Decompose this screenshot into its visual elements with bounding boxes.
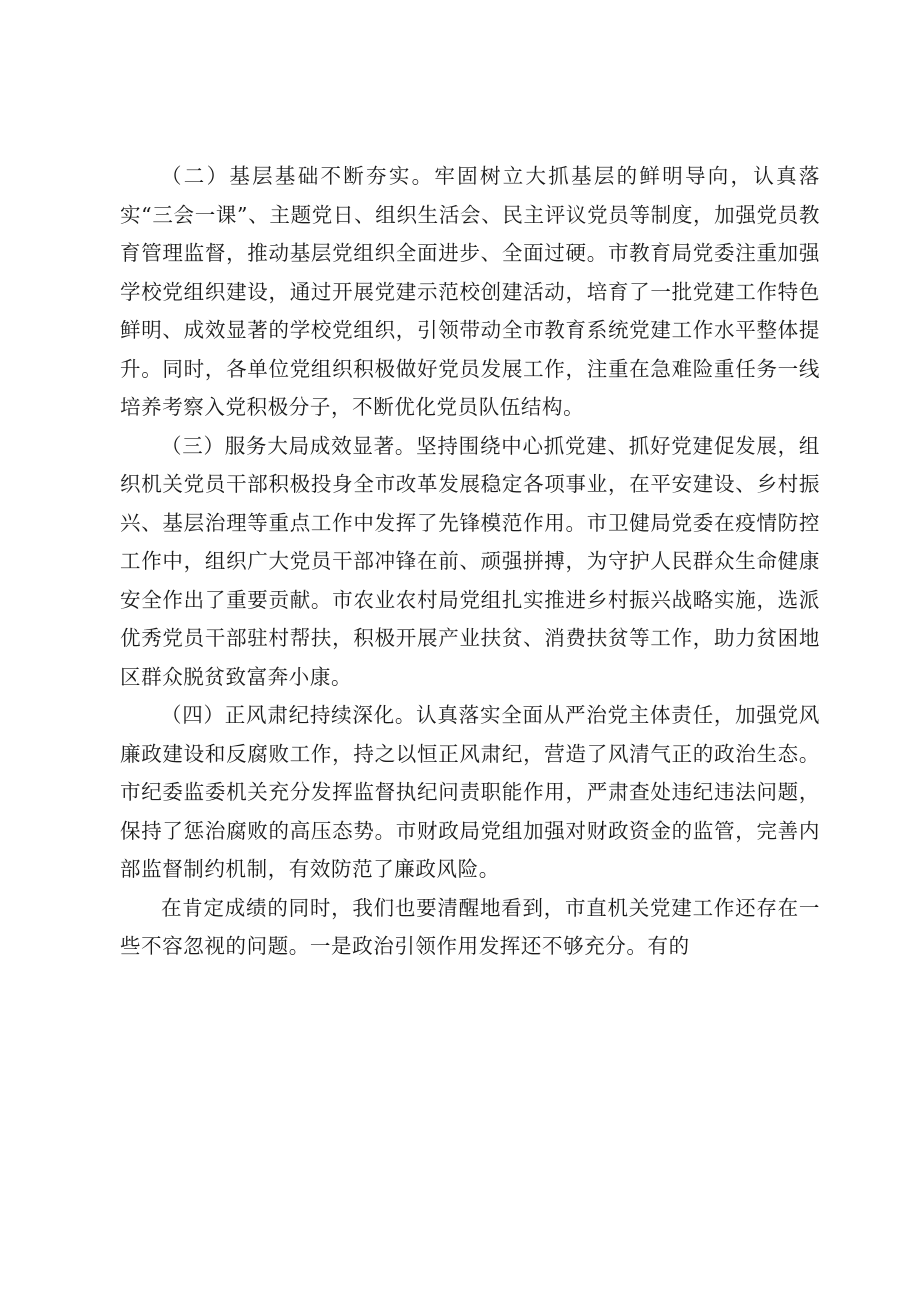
paragraph-problems: 在肯定成绩的同时，我们也要清醒地看到，市直机关党建工作还存在一些不容忽视的问题。一是政治引领作用发挥还不够充分。有的 xyxy=(120,895,820,958)
paragraph-serve-overall: （三）服务大局成效显著。坚持围绕中心抓党建、抓好党建促发展，组织机关党员干部积极投身全市改革发展稳定各项事业，在平安建设、乡村振兴、基层治理等重点工作中发挥了先锋模范作用。市卫健局党委在疫情防控工作中，组织广大党员干部冲锋在前、顽强拼搏，为守护人民群众生命健康安全作出了重要贡献。市农业农村局党组扎实推进乡村振兴战略实施，选派优秀党员干部驻村帮扶，积极开展产业扶贫、消费扶贫等工作，助力贫困地区群众脱贫致富奔小康。 xyxy=(120,433,820,689)
document-body xyxy=(120,157,820,966)
paragraph-discipline: （四）正风肃纪持续深化。认真落实全面从严治党主体责任，加强党风廉政建设和反腐败工作，持之以恒正风肃纪，营造了风清气正的政治生态。市纪委监委机关充分发挥监督执纪问责职能作用，严肃查处违纪违法问题，保持了惩治腐败的高压态势。市财政局党组加强对财政资金的监管，完善内部监督制约机制，有效防范了廉政风险。 xyxy=(120,703,820,881)
paragraph-basic-foundation: （二）基层基础不断夯实。牢固树立大抓基层的鲜明导向，认真落实“三会一课”、主题党日、组织生活会、民主评议党员等制度，加强党员教育管理监督，推动基层党组织全面进步、全面过硬。市教育局党委注重加强学校党组织建设，通过开展党建示范校创建活动，培育了一批党建工作特色鲜明、成效显著的学校党组织，引领带动全市教育系统党建工作水平整体提升。同时，各单位党组织积极做好党员发展工作，注重在急难险重任务一线培养考察入党积极分子，不断优化党员队伍结构。 xyxy=(120,164,820,419)
